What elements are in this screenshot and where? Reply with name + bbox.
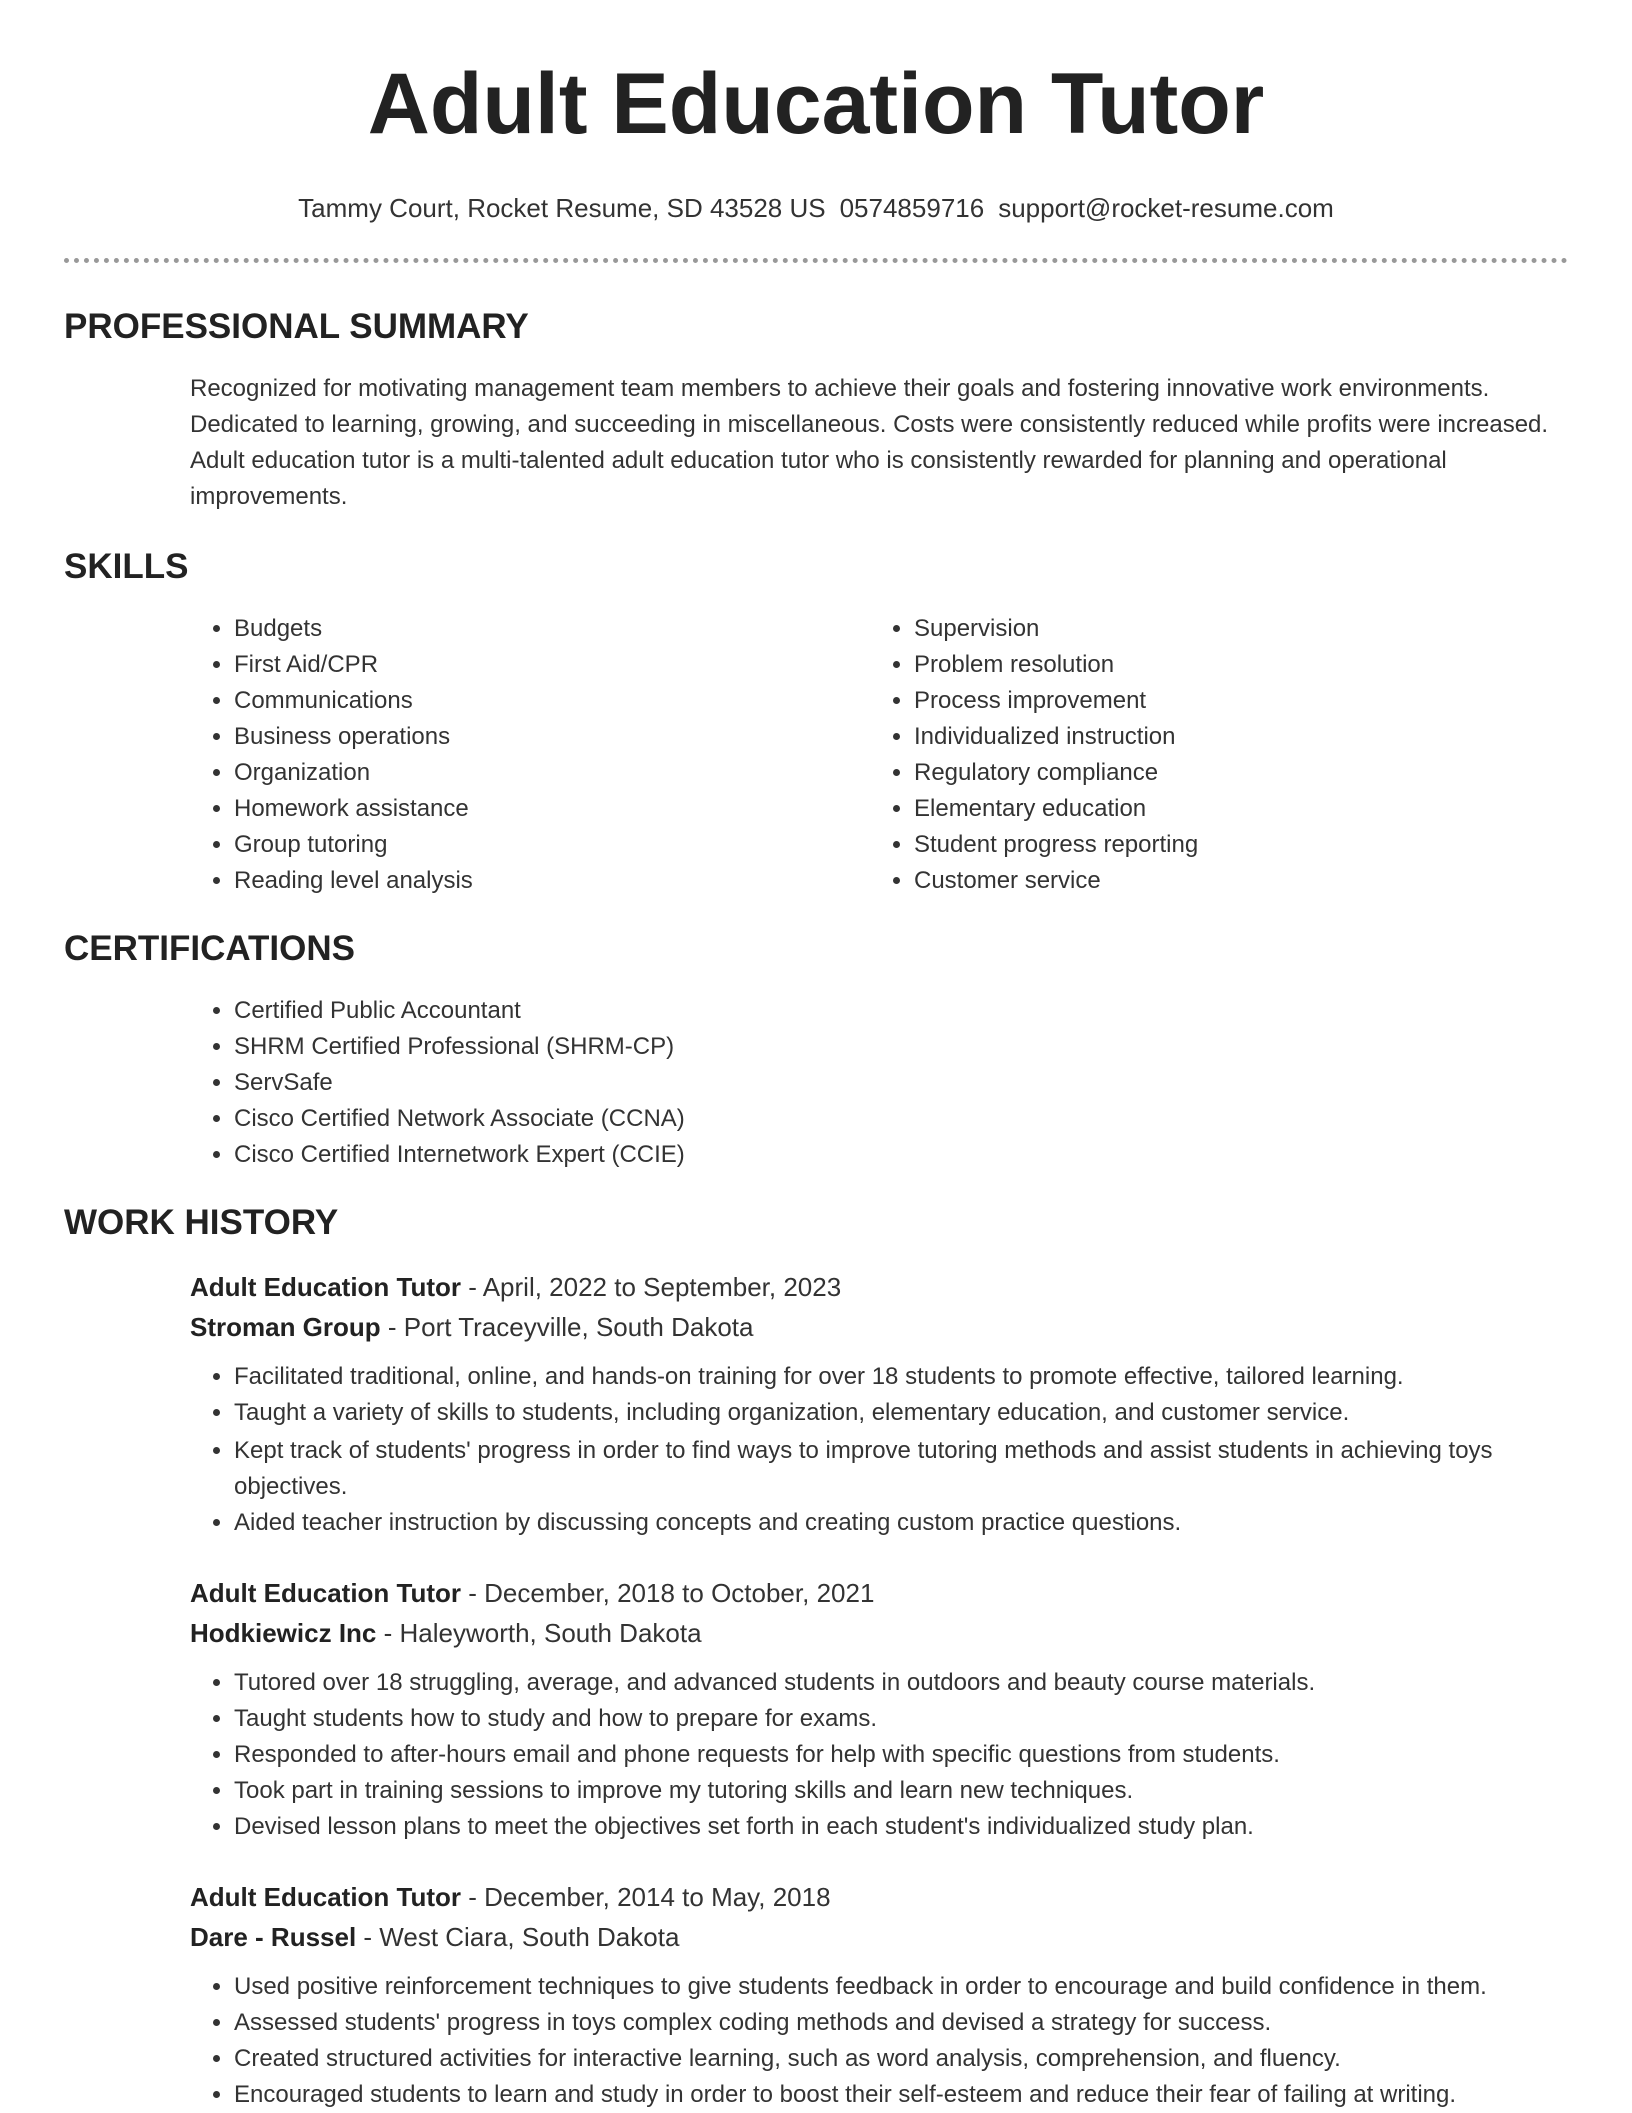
job-entry [190, 1877, 1568, 2113]
job-bullet: • Taught students how to study and how to prepare for exams. [234, 1701, 1568, 1737]
section-skills [64, 545, 1568, 899]
job-bullets [190, 1359, 1568, 1541]
header-divider [64, 258, 1568, 263]
skill-item: • Business operations [234, 719, 870, 755]
job-dates: - April, 2022 to September, 2023 [461, 1272, 842, 1302]
job-bullet: • Created structured activities for interactive learning, such as word analysis, comprehension, and fluency. [234, 2041, 1568, 2077]
job-bullet: • Tutored over 18 struggling, average, and advanced students in outdoors and beauty course materials. [234, 1665, 1568, 1701]
section-professional-summary [64, 305, 1568, 515]
job-role: Adult Education Tutor [190, 1272, 462, 1302]
job-bullet: • Facilitated traditional, online, and hands-on training for over 18 students to promote effective, tailored learning. [234, 1359, 1568, 1395]
job-entry [190, 1573, 1568, 1845]
job-bullet: • Devised lesson plans to meet the objectives set forth in each student's individualized study plan. [234, 1809, 1568, 1845]
candidate-title: Adult Education Tutor [367, 56, 1265, 152]
job-bullet: • Took part in training sessions to improve my tutoring skills and learn new techniques. [234, 1773, 1568, 1809]
skill-item: • Supervision [914, 611, 1550, 647]
job-bullets [190, 1969, 1568, 2113]
job-bullet: • Aided teacher instruction by discussing concepts and creating custom practice questions. [234, 1505, 1568, 1541]
job-company: Hodkiewicz Inc [190, 1618, 377, 1648]
job-dates: - December, 2014 to May, 2018 [461, 1882, 831, 1912]
certification-item: • ServSafe [234, 1065, 1568, 1101]
skill-item: • Communications [234, 683, 870, 719]
skill-item: • Problem resolution [914, 647, 1550, 683]
job-bullet: • Taught a variety of skills to students, including organization, elementary education, and customer service. [234, 1395, 1568, 1431]
skills-list-right [870, 611, 1550, 899]
job-title-line [190, 1267, 1568, 1307]
job-role: Adult Education Tutor [190, 1578, 462, 1608]
skill-item: • Regulatory compliance [914, 755, 1550, 791]
skill-item: • Customer service [914, 863, 1550, 899]
section-title-summary: PROFESSIONAL SUMMARY [64, 307, 529, 346]
certifications-list [190, 993, 1568, 1173]
job-role: Adult Education Tutor [190, 1882, 462, 1912]
skill-item: • Reading level analysis [234, 863, 870, 899]
skill-item: • Budgets [234, 611, 870, 647]
skill-item: • Process improvement [914, 683, 1550, 719]
job-location: - Port Traceyville, South Dakota [380, 1312, 754, 1342]
job-location: - West Ciara, South Dakota [356, 1922, 680, 1952]
skill-item: • Homework assistance [234, 791, 870, 827]
summary-text: Recognized for motivating management team members to achieve their goals and fostering innovative work environments. Dedicated to learning, growing, and succeeding in miscellaneous. Costs were consistently reduced while profits were increased. Adult education tutor is a multi-talented adult education tutor who is consistently rewarded for planning and operational improvements. [190, 375, 1549, 510]
contact-line [64, 190, 1568, 226]
job-entry [190, 1267, 1568, 1541]
skill-item: • Elementary education [914, 791, 1550, 827]
certification-item: • Cisco Certified Internetwork Expert (CCIE) [234, 1137, 1568, 1173]
section-title-skills: SKILLS [64, 547, 189, 586]
job-bullets [190, 1665, 1568, 1845]
section-title-certifications: CERTIFICATIONS [64, 929, 356, 968]
section-work-history [64, 1201, 1568, 2113]
job-company-line [190, 1917, 1568, 1957]
certification-item: • Certified Public Accountant [234, 993, 1568, 1029]
skill-item: • Organization [234, 755, 870, 791]
job-dates: - December, 2018 to October, 2021 [461, 1578, 875, 1608]
contact-address: Tammy Court, Rocket Resume, SD 43528 US [298, 193, 826, 223]
section-certifications [64, 927, 1568, 1173]
skills-columns [190, 611, 1568, 899]
job-title-line [190, 1573, 1568, 1613]
job-bullet: • Encouraged students to learn and study in order to boost their self-esteem and reduce their fear of failing at writing. [234, 2077, 1568, 2113]
certification-item: • SHRM Certified Professional (SHRM-CP) [234, 1029, 1568, 1065]
job-company-line [190, 1613, 1568, 1653]
job-company-line [190, 1307, 1568, 1347]
job-location: - Haleyworth, South Dakota [376, 1618, 702, 1648]
contact-phone: 0574859716 [839, 193, 985, 223]
job-bullet: • Kept track of students' progress in order to find ways to improve tutoring methods and assist students in achieving toys objectives. [234, 1433, 1568, 1505]
section-title-work-history: WORK HISTORY [64, 1203, 339, 1242]
contact-email: support@rocket-resume.com [998, 193, 1334, 223]
job-bullet: • Used positive reinforcement techniques to give students feedback in order to encourage and build confidence in them. [234, 1969, 1568, 2005]
skill-item: • Group tutoring [234, 827, 870, 863]
skills-list-left [190, 611, 870, 899]
job-bullet: • Assessed students' progress in toys complex coding methods and devised a strategy for success. [234, 2005, 1568, 2041]
skill-item: • First Aid/CPR [234, 647, 870, 683]
job-company: Dare - Russel [190, 1922, 357, 1952]
job-company: Stroman Group [190, 1312, 381, 1342]
skill-item: • Individualized instruction [914, 719, 1550, 755]
certification-item: • Cisco Certified Network Associate (CCNA) [234, 1101, 1568, 1137]
job-bullet: • Responded to after-hours email and phone requests for help with specific questions from students. [234, 1737, 1568, 1773]
skill-item: • Student progress reporting [914, 827, 1550, 863]
resume-header [64, 0, 1568, 226]
job-title-line [190, 1877, 1568, 1917]
